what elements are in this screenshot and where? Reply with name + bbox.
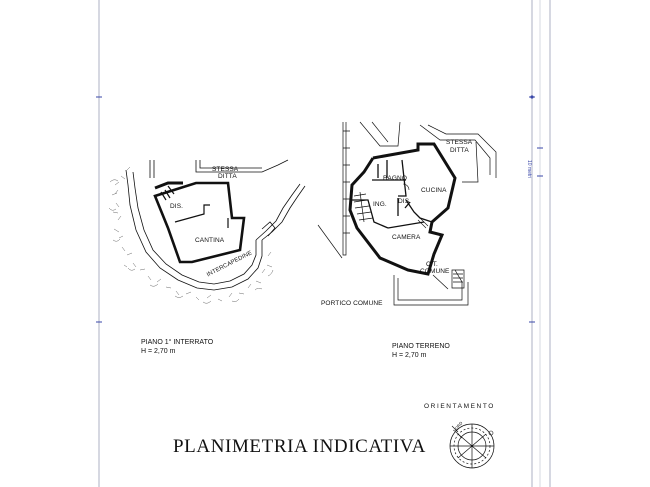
ground-plan: [318, 122, 496, 305]
room-label-cantina: CANTINA: [195, 237, 225, 244]
sheet-frame: [99, 0, 550, 487]
side-note: 10 metri: [526, 160, 532, 179]
portico-label: PORTICO COMUNE: [321, 300, 383, 307]
room-label-bagno: BAGNO: [383, 175, 407, 182]
ground-caption-title: PIANO TERRENO: [392, 343, 450, 350]
intercapedine-label: INTERCAPEDINE: [206, 250, 254, 279]
room-label-camera: CAMERA: [392, 234, 421, 241]
orientation-label: ORIENTAMENTO: [424, 403, 495, 410]
ct-label-2: COMUNE: [420, 268, 450, 275]
neighbour-label-ground-2: DITTA: [450, 147, 469, 154]
room-label-ing: ING.: [373, 201, 387, 208]
neighbour-label-ground-1: STESSA: [446, 139, 473, 146]
neighbour-label-basement-1: STESSA: [212, 166, 239, 173]
north-label: NORD: [451, 420, 464, 433]
neighbour-label-basement-2: DITTA: [218, 173, 237, 180]
site-lines: [318, 122, 496, 305]
frame-ticks: [96, 97, 543, 322]
page-title: PLANIMETRIA INDICATIVA: [173, 436, 426, 457]
basement-caption-height: H = 2,70 m: [141, 348, 176, 355]
basement-caption: [141, 338, 213, 356]
basement-plan: [109, 160, 305, 303]
earth-hatch: [109, 167, 273, 303]
basement-caption-title: PIANO 1° INTERRATO: [141, 339, 214, 346]
room-label-cucina: CUCINA: [421, 187, 447, 194]
room-label-dis-basement: DIS.: [170, 203, 184, 210]
ground-caption: [392, 342, 450, 360]
room-label-dis-ground: DIS.: [398, 198, 412, 205]
frame-marker: [530, 95, 533, 98]
ground-caption-height: H = 2,70 m: [392, 352, 427, 359]
ct-label-1: C.T.: [426, 261, 438, 268]
